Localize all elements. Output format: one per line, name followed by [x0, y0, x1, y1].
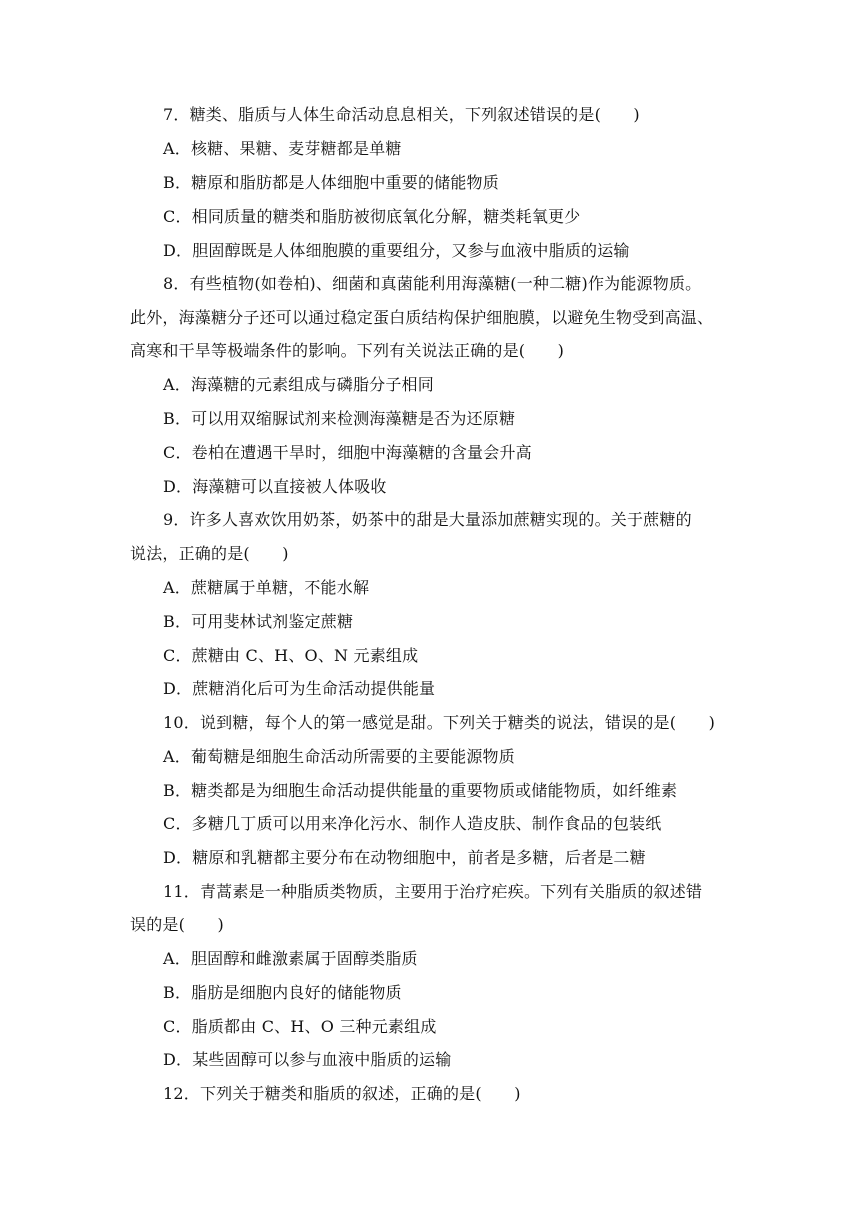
- question-7-option-d: D．胆固醇既是人体细胞膜的重要组分，又参与血液中脂质的运输: [163, 241, 630, 260]
- question-8-stem-line-2: 此外，海藻糖分子还可以通过稳定蛋白质结构保护细胞膜，以避免生物受到高温、: [130, 308, 714, 327]
- question-10-option-a: A．葡萄糖是细胞生命活动所需要的主要能源物质: [163, 747, 515, 766]
- question-9-option-d: D．蔗糖消化后可为生命活动提供能量: [163, 679, 436, 698]
- question-11-option-c: C．脂质都由 C、H、O 三种元素组成: [163, 1017, 437, 1036]
- question-11-stem-line-1: 11．青蒿素是一种脂质类物质，主要用于治疗疟疾。下列有关脂质的叙述错: [163, 882, 703, 901]
- question-9-option-c: C．蔗糖由 C、H、O、N 元素组成: [163, 646, 419, 665]
- question-8-option-b: B．可以用双缩脲试剂来检测海藻糖是否为还原糖: [163, 409, 516, 428]
- question-9-option-b: B．可用斐林试剂鉴定蔗糖: [163, 612, 354, 631]
- question-8-option-c: C．卷柏在遭遇干旱时，细胞中海藻糖的含量会升高: [163, 443, 532, 462]
- question-7-option-c: C．相同质量的糖类和脂肪被彻底氧化分解，糖类耗氧更少: [163, 207, 581, 226]
- question-8-stem-line-3: 高寒和干旱等极端条件的影响。下列有关说法正确的是( ): [130, 341, 565, 360]
- question-11-option-d: D．某些固醇可以参与血液中脂质的运输: [163, 1050, 452, 1069]
- question-11-stem-line-2: 误的是( ): [130, 915, 224, 934]
- question-9-option-a: A．蔗糖属于单糖，不能水解: [163, 578, 370, 597]
- question-9-stem-line-2: 说法，正确的是( ): [130, 544, 289, 563]
- question-10-option-d: D．糖原和乳糖都主要分布在动物细胞中，前者是多糖，后者是二糖: [163, 848, 646, 867]
- question-9-stem-line-1: 9．许多人喜欢饮用奶茶，奶茶中的甜是大量添加蔗糖实现的。关于蔗糖的: [163, 510, 692, 529]
- question-7-stem: 7．糖类、脂质与人体生命活动息息相关，下列叙述错误的是( ): [163, 105, 640, 124]
- question-8-option-a: A．海藻糖的元素组成与磷脂分子相同: [163, 375, 434, 394]
- question-10-option-c: C．多糖几丁质可以用来净化污水、制作人造皮肤、制作食品的包装纸: [163, 814, 662, 833]
- question-10-option-b: B．糖类都是为细胞生命活动提供能量的重要物质或储能物质，如纤维素: [163, 781, 678, 800]
- question-8-stem-line-1: 8．有些植物(如卷柏)、细菌和真菌能利用海藻糖(一种二糖)作为能源物质。: [163, 274, 702, 293]
- question-11-option-b: B．脂肪是细胞内良好的储能物质: [163, 983, 402, 1002]
- question-7-option-a: A．核糖、果糖、麦芽糖都是单糖: [163, 139, 402, 158]
- question-10-stem: 10．说到糖，每个人的第一感觉是甜。下列关于糖类的说法，错误的是( ): [163, 713, 716, 732]
- question-12-stem: 12．下列关于糖类和脂质的叙述，正确的是( ): [163, 1084, 521, 1103]
- question-11-option-a: A．胆固醇和雌激素属于固醇类脂质: [163, 949, 418, 968]
- question-7-option-b: B．糖原和脂肪都是人体细胞中重要的储能物质: [163, 173, 499, 192]
- question-8-option-d: D．海藻糖可以直接被人体吸收: [163, 477, 387, 496]
